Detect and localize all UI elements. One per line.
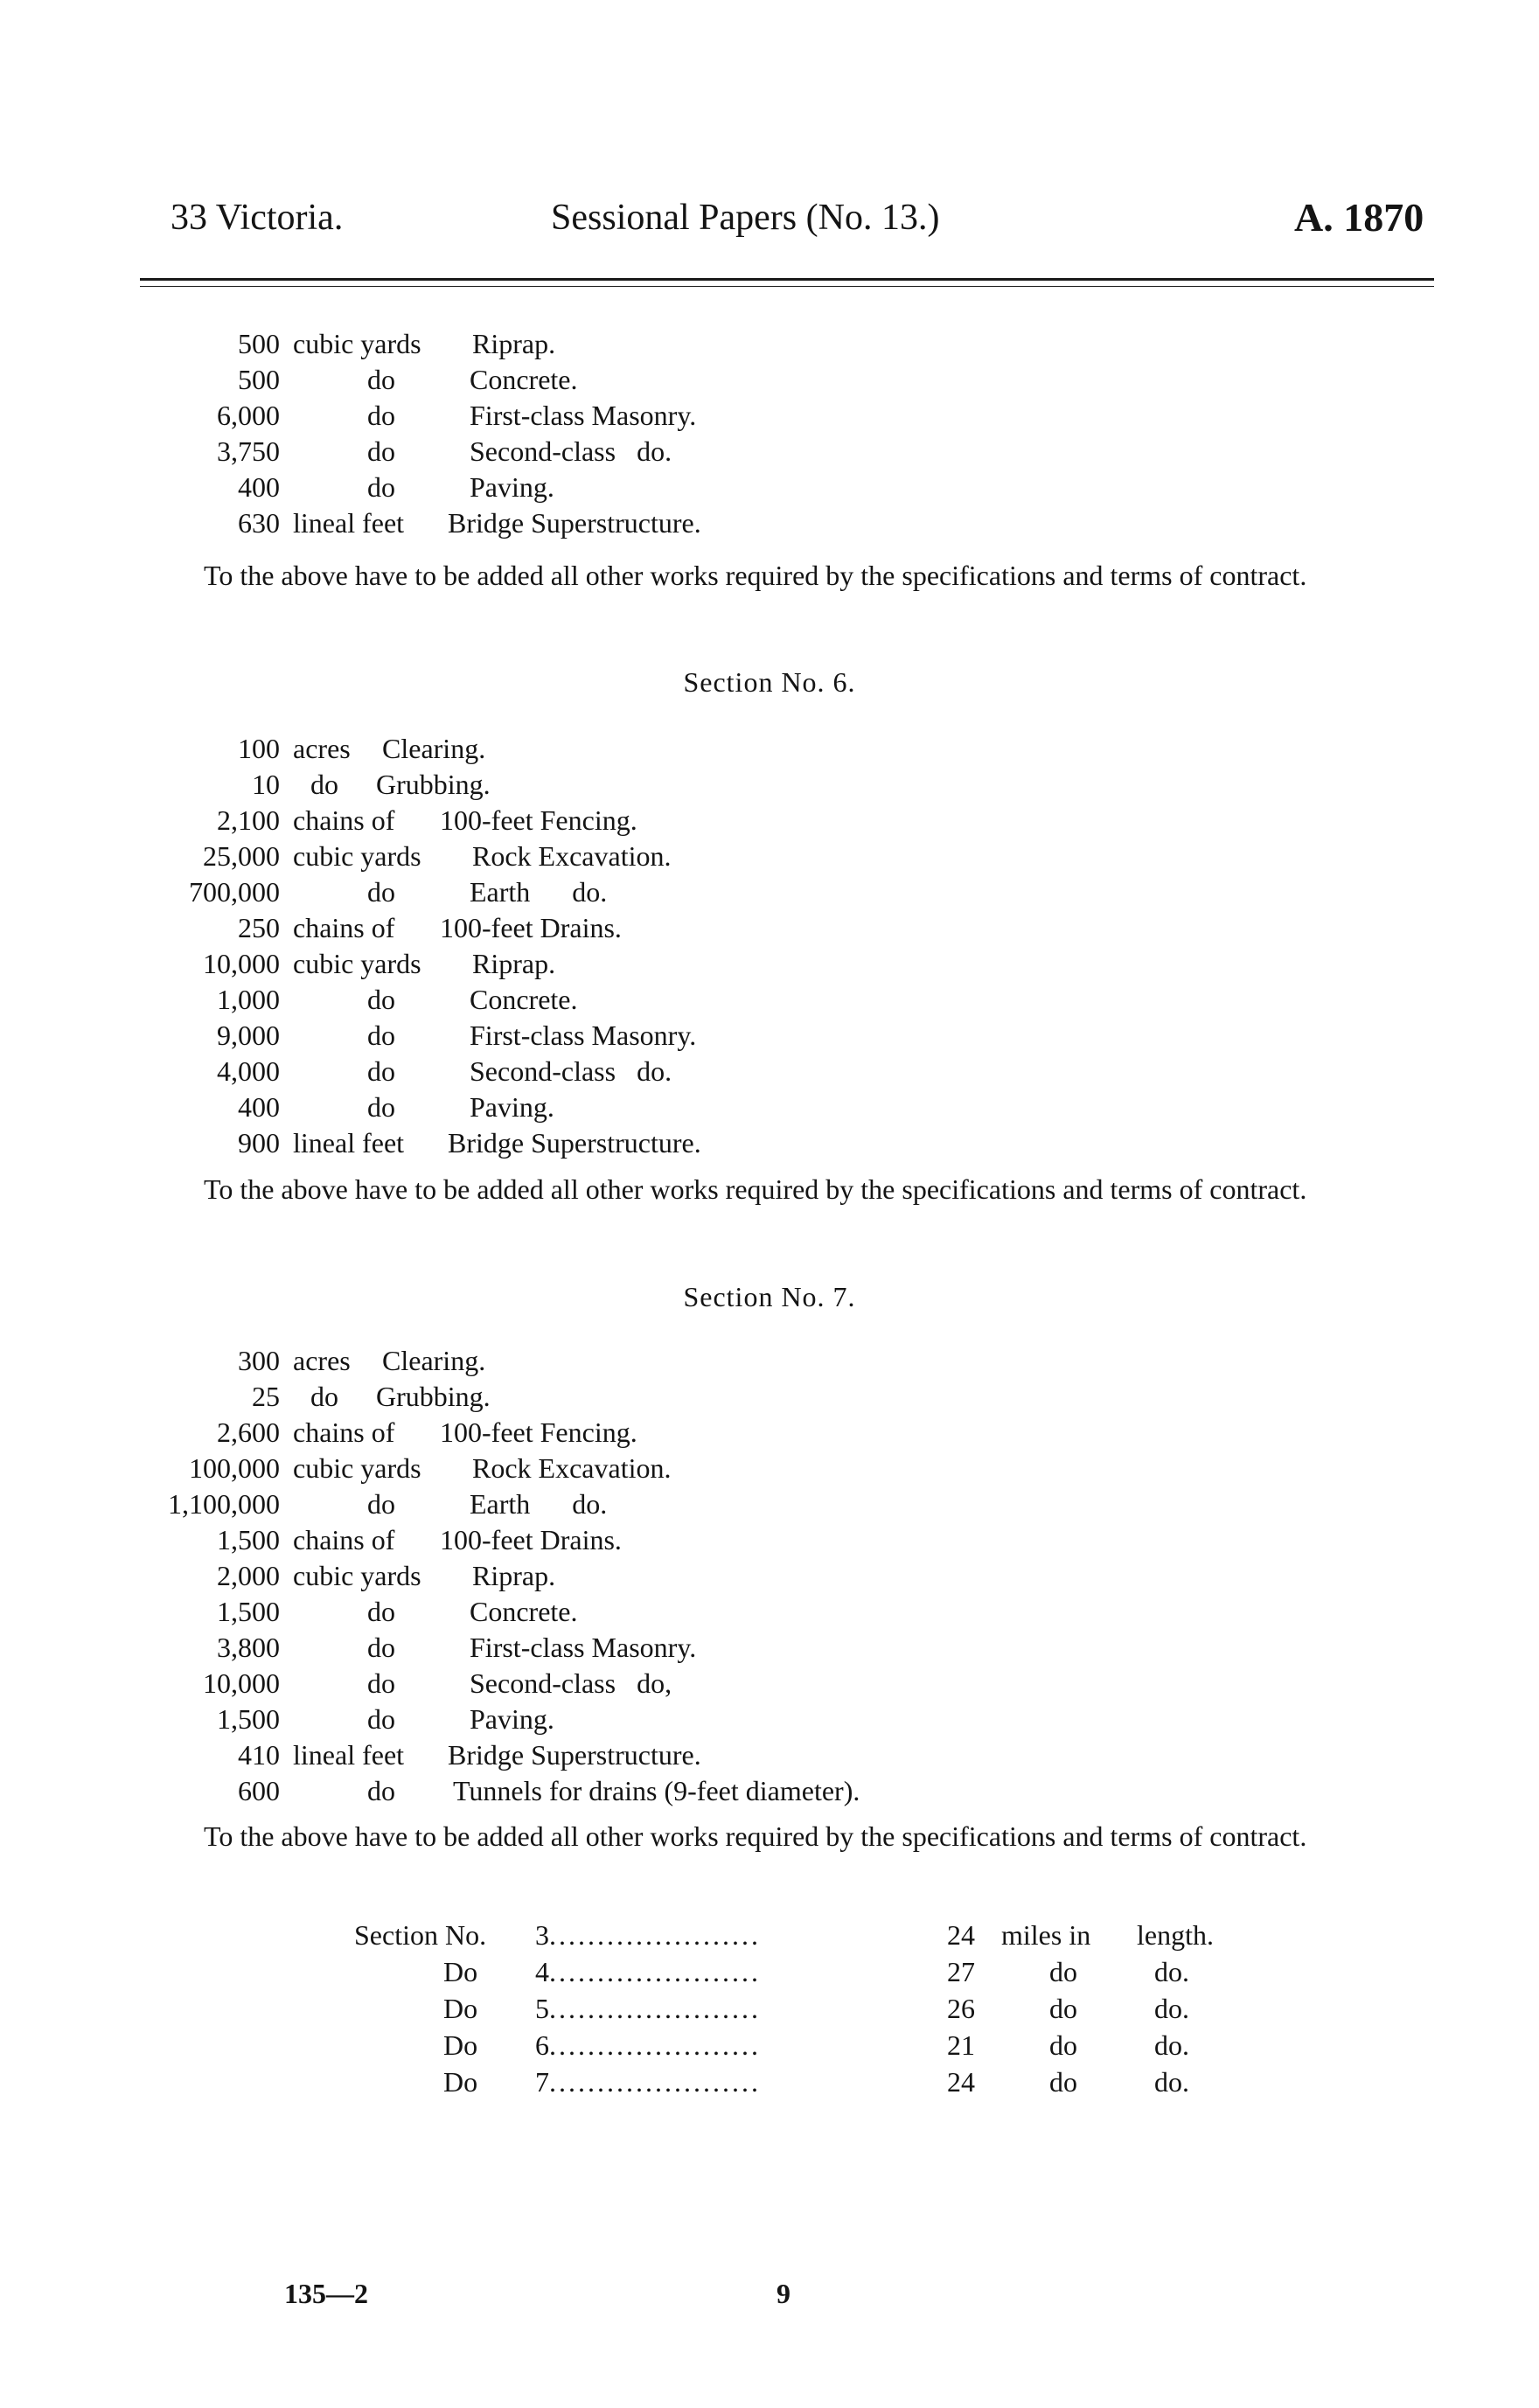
summary-row: [0, 1993, 1539, 2029]
length-unit: do: [1049, 2029, 1077, 2061]
section6-row: [0, 1020, 1539, 1055]
length-value: 27: [947, 1956, 975, 1987]
quantity: 9,000: [217, 1020, 280, 1051]
quantity: 500: [238, 364, 280, 395]
quantity: 400: [238, 1091, 280, 1123]
unit: cubic yards: [293, 1560, 421, 1591]
header-rule-thick: [140, 278, 1434, 281]
unit: do: [367, 1703, 395, 1735]
description: Bridge Superstructure.: [448, 1127, 701, 1159]
quantity: 1,500: [217, 1524, 280, 1555]
section6-row: [0, 876, 1539, 912]
description: First-class Masonry.: [470, 1632, 697, 1663]
section7-row: [0, 1560, 1539, 1596]
description: Concrete.: [470, 364, 578, 395]
quantity: 3,800: [217, 1632, 280, 1663]
section6-row: [0, 840, 1539, 876]
unit: chains of: [293, 1524, 395, 1555]
section6-row: [0, 804, 1539, 840]
description: Concrete.: [470, 1596, 578, 1627]
quantity: 1,500: [217, 1703, 280, 1735]
quantity: 10,000: [203, 1667, 280, 1699]
description: Riprap.: [472, 328, 556, 359]
unit: do: [367, 876, 395, 908]
signature-mark: 135—2: [284, 2278, 368, 2309]
label: Do: [443, 2066, 478, 2098]
unit: lineal feet: [293, 1127, 405, 1159]
quantity: 300: [238, 1345, 280, 1376]
unit: do: [367, 400, 395, 431]
unit: do: [367, 1488, 395, 1520]
length-tail: do.: [1154, 2029, 1189, 2061]
summary-row: [0, 1919, 1539, 1956]
quantity: 500: [238, 328, 280, 359]
unit: cubic yards: [293, 1452, 421, 1484]
dot-leader: ......................: [549, 1956, 761, 1987]
description: First-class Masonry.: [470, 1020, 697, 1051]
unit: do: [367, 1667, 395, 1699]
label: Section No.: [354, 1919, 487, 1951]
unit: lineal feet: [293, 507, 405, 539]
description: Clearing.: [382, 733, 486, 764]
quantity: 700,000: [189, 876, 280, 908]
description: 100-feet Drains.: [440, 912, 622, 943]
dot-leader: ......................: [549, 2029, 761, 2061]
quantity: 1,000: [217, 984, 280, 1015]
section7-row: [0, 1416, 1539, 1452]
section-number: 3: [535, 1919, 549, 1951]
unit: do: [367, 471, 395, 503]
description: First-class Masonry.: [470, 400, 697, 431]
length-tail: length.: [1137, 1919, 1214, 1951]
dot-leader: ......................: [549, 2066, 761, 2098]
description: Earth do.: [470, 876, 608, 908]
section6-contract-note: To the above have to be added all other works required by the specifications and terms of contract.: [204, 1173, 1307, 1205]
unit: chains of: [293, 1416, 395, 1448]
quantity: 900: [238, 1127, 280, 1159]
description: Rock Excavation.: [472, 840, 672, 872]
summary-row: [0, 2029, 1539, 2066]
quantity: 25: [252, 1381, 280, 1412]
description: Second-class do.: [470, 435, 672, 467]
length-unit: do: [1049, 1993, 1077, 2024]
length-unit: do: [1049, 2066, 1077, 2098]
unit: do: [367, 1596, 395, 1627]
unit: do: [367, 1020, 395, 1051]
length-unit: do: [1049, 1956, 1077, 1987]
length-tail: do.: [1154, 1993, 1189, 2024]
header-volume: 33 Victoria.: [171, 198, 344, 238]
quantity: 1,500: [217, 1596, 280, 1627]
unit: cubic yards: [293, 948, 421, 979]
section7-row: [0, 1667, 1539, 1703]
quantity: 10,000: [203, 948, 280, 979]
description: Paving.: [470, 1091, 554, 1123]
description: Paving.: [470, 1703, 554, 1735]
unit: do: [367, 435, 395, 467]
quantity: 250: [238, 912, 280, 943]
section-number: 4: [535, 1956, 549, 1987]
quantity: 6,000: [217, 400, 280, 431]
section7-row: [0, 1739, 1539, 1775]
description: Paving.: [470, 471, 554, 503]
description: Bridge Superstructure.: [448, 507, 701, 539]
section5-row: [0, 400, 1539, 435]
section6-row: [0, 1091, 1539, 1127]
quantity: 600: [238, 1775, 280, 1806]
section7-row: [0, 1345, 1539, 1381]
description: Second-class do.: [470, 1055, 672, 1087]
description: Concrete.: [470, 984, 578, 1015]
length-value: 24: [947, 2066, 975, 2098]
section7-heading: Section No. 7.: [683, 1281, 856, 1312]
section6-heading: Section No. 6.: [683, 666, 856, 698]
unit: do: [367, 984, 395, 1015]
section6-row: [0, 948, 1539, 984]
label: Do: [443, 1993, 478, 2024]
quantity: 2,000: [217, 1560, 280, 1591]
quantity: 1,100,000: [168, 1488, 280, 1520]
unit: cubic yards: [293, 840, 421, 872]
label: Do: [443, 2029, 478, 2061]
quantity: 10: [252, 769, 280, 800]
label: Do: [443, 1956, 478, 1987]
section6-row: [0, 733, 1539, 769]
section7-row: [0, 1596, 1539, 1632]
length-value: 26: [947, 1993, 975, 2024]
description: Grubbing.: [376, 1381, 491, 1412]
section6-row: [0, 984, 1539, 1020]
section5-row: [0, 364, 1539, 400]
unit: do: [367, 364, 395, 395]
unit: acres: [293, 733, 351, 764]
dot-leader: ......................: [549, 1919, 761, 1951]
quantity: 25,000: [203, 840, 280, 872]
unit: cubic yards: [293, 328, 421, 359]
description: Grubbing.: [376, 769, 491, 800]
quantity: 2,100: [217, 804, 280, 836]
length-value: 24: [947, 1919, 975, 1951]
section-number: 5: [535, 1993, 549, 2024]
header-title: Sessional Papers (No. 13.): [551, 198, 940, 238]
section6-row: [0, 769, 1539, 804]
description: Second-class do,: [470, 1667, 672, 1699]
section-number: 7: [535, 2066, 549, 2098]
summary-row: [0, 1956, 1539, 1993]
section7-row: [0, 1524, 1539, 1560]
description: Riprap.: [472, 1560, 556, 1591]
quantity: 100,000: [189, 1452, 280, 1484]
unit: do: [367, 1091, 395, 1123]
section7-row: [0, 1775, 1539, 1811]
quantity: 630: [238, 507, 280, 539]
quantity: 2,600: [217, 1416, 280, 1448]
length-tail: do.: [1154, 1956, 1189, 1987]
quantity: 410: [238, 1739, 280, 1771]
section6-row: [0, 1127, 1539, 1163]
unit: acres: [293, 1345, 351, 1376]
description: Riprap.: [472, 948, 556, 979]
description: Rock Excavation.: [472, 1452, 672, 1484]
section5-row: [0, 507, 1539, 543]
section7-row: [0, 1632, 1539, 1667]
quantity: 3,750: [217, 435, 280, 467]
section7-contract-note: To the above have to be added all other works required by the specifications and terms of contract.: [204, 1820, 1307, 1852]
quantity: 4,000: [217, 1055, 280, 1087]
unit: do: [310, 769, 338, 800]
header-rule-thin: [140, 286, 1434, 287]
length-value: 21: [947, 2029, 975, 2061]
unit: do: [367, 1775, 395, 1806]
length-unit: miles in: [1001, 1919, 1091, 1951]
unit: chains of: [293, 912, 395, 943]
section5-contract-note: To the above have to be added all other works required by the specifications and terms of contract.: [204, 560, 1307, 591]
section6-row: [0, 1055, 1539, 1091]
section7-row: [0, 1452, 1539, 1488]
description: 100-feet Drains.: [440, 1524, 622, 1555]
length-tail: do.: [1154, 2066, 1189, 2098]
header-year: A. 1870: [1294, 195, 1424, 240]
description: 100-feet Fencing.: [440, 1416, 637, 1448]
unit: do: [310, 1381, 338, 1412]
unit: do: [367, 1632, 395, 1663]
section5-row: [0, 328, 1539, 364]
description: Tunnels for drains (9-feet diameter).: [453, 1775, 860, 1806]
dot-leader: ......................: [549, 1993, 761, 2024]
section7-row: [0, 1488, 1539, 1524]
unit: lineal feet: [293, 1739, 405, 1771]
summary-row: [0, 2066, 1539, 2103]
description: 100-feet Fencing.: [440, 804, 637, 836]
section-number: 6: [535, 2029, 549, 2061]
section6-row: [0, 912, 1539, 948]
section7-row: [0, 1703, 1539, 1739]
unit: do: [367, 1055, 395, 1087]
section5-row: [0, 471, 1539, 507]
page-number: 9: [776, 2278, 790, 2309]
quantity: 400: [238, 471, 280, 503]
description: Bridge Superstructure.: [448, 1739, 701, 1771]
section5-row: [0, 435, 1539, 471]
description: Clearing.: [382, 1345, 486, 1376]
description: Earth do.: [470, 1488, 608, 1520]
unit: chains of: [293, 804, 395, 836]
section7-row: [0, 1381, 1539, 1416]
quantity: 100: [238, 733, 280, 764]
